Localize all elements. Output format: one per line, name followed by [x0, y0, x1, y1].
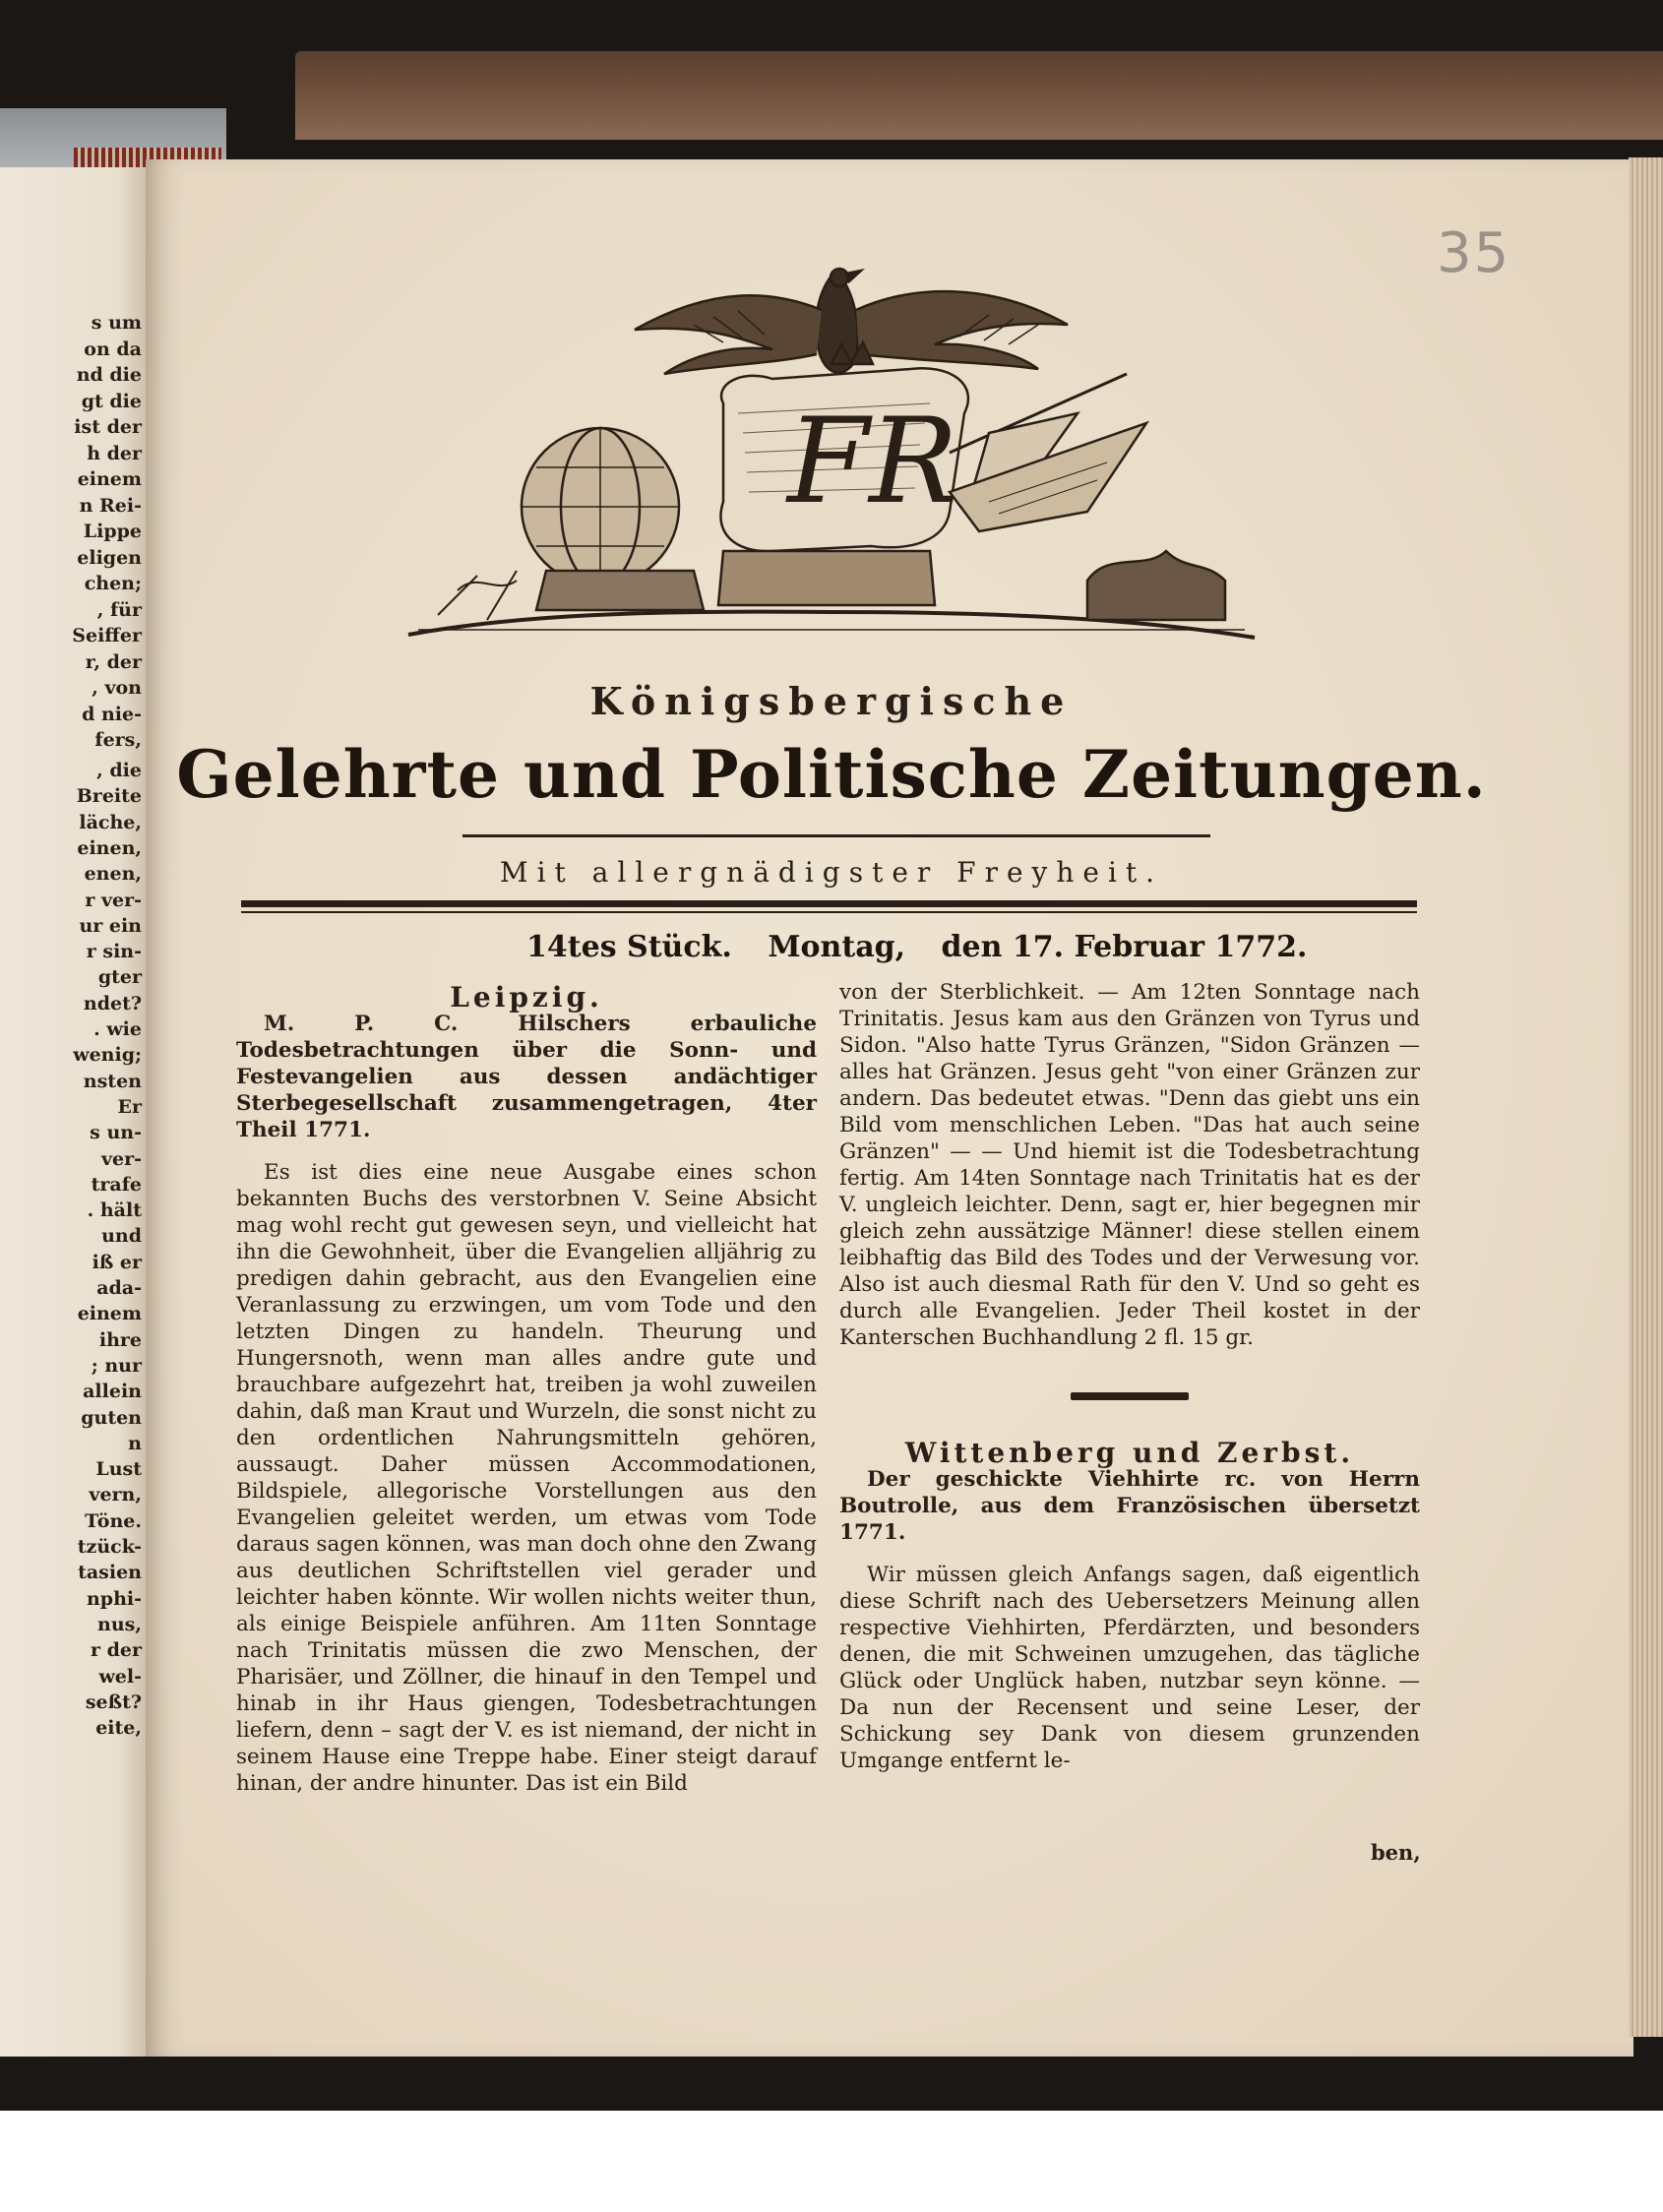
- left-page-fragment: einem: [77, 468, 142, 490]
- left-page-fragment: nsten: [83, 1070, 142, 1092]
- left-page-fragment: und: [101, 1225, 142, 1248]
- left-page-fragment: ver-: [100, 1147, 142, 1170]
- left-page-fragment: , von: [92, 677, 142, 699]
- left-page-fragment: tasien: [78, 1562, 142, 1584]
- left-page-fragment: wel-: [98, 1665, 142, 1688]
- left-page-fragment: ihre: [98, 1328, 142, 1351]
- left-page-fragment: n Rei-: [79, 494, 142, 517]
- left-page-fragment: guten: [81, 1406, 142, 1429]
- left-page-fragment: tzück-: [77, 1536, 142, 1558]
- left-column-body: Es ist dies eine neue Ausgabe eines schon bekannten Buchs des verstorbnen V. Seine Absicht mag wohl recht gut gewesen seyn, und vielleicht hat ihn die Gewohnheit, über die Evangelien alljährig zu predigen dahin gebracht, aus den Evangelien eine Veranlassung zu erzwingen, um vom Tode und den letzten Dingen zu handeln. Theurung und Hungersnoth, wenn man alles andre gute und brauchbare aufgezehrt hat, treiben ja wohl zuweilen dahin, daß man Kraut und Wurzeln, die sonst nicht zu den ordentlichen Nahrungsmitteln gehören, aussaugt. Daher müssen Accommodationen, Bildspiele, allegorische Vorstellungen aus den Evangelien geleitet werden, um etwas vom Tode daraus sagen können, was man doch ohne den Zwang aus deutlichen Schriftstellen viel gerader und leichter haben könnte. Wir wollen nichts weiter thun, als einige Beispiele anführen. Am 11ten Sonntage nach Trinitatis müssen die zwo Menschen, der Pharisäer, und Zöllner, die hinauf in den Tempel und hinab in ihr Haus giengen, Todesbetrachtungen liefern, denn – sagt der V. es ist niemand, der nicht in seinem Hause eine Treppe habe. Einer steigt darauf hinan, der andre hinunter. Das ist ein Bild: [236, 1160, 817, 1796]
- left-page-fragment: d nie-: [82, 703, 142, 725]
- handwritten-page-number: 35: [1437, 221, 1511, 285]
- left-page-fragment: ist der: [74, 416, 142, 438]
- left-page-fragment: iß er: [92, 1251, 142, 1273]
- left-page-fragment: nphi-: [86, 1587, 142, 1610]
- left-page-fragment: einen,: [77, 836, 142, 859]
- left-page-fragment: r ver-: [85, 889, 142, 911]
- left-page-fragment: einem: [77, 1303, 142, 1325]
- left-page-fragment: . wie: [93, 1018, 142, 1040]
- royal-crest-woodcut-icon: [399, 256, 1264, 649]
- masthead-rule-thick: [241, 900, 1417, 907]
- left-page-fragment: Seiffer: [72, 625, 142, 646]
- left-page-fragment: ur ein: [79, 914, 142, 937]
- left-page-fragment: seßt?: [85, 1690, 142, 1713]
- masthead-rule-thin-lower: [241, 911, 1417, 913]
- issue-date: den 17. Februar 1772.: [941, 930, 1308, 964]
- left-page-fragment: gter: [97, 966, 142, 989]
- left-page-fragment: eligen: [77, 546, 142, 569]
- right-book-title: Der geschickte Viehhirte rc. von Herrn Boutrolle, aus dem Französischen übersetzt 1771.: [839, 1467, 1420, 1545]
- issue-number: 14tes Stück.: [526, 930, 732, 964]
- left-page-fragment: Breite: [76, 785, 142, 808]
- left-page-fragment: r sin-: [86, 941, 142, 963]
- left-page-fragment: vern,: [89, 1484, 142, 1506]
- left-page-fragment: fers,: [94, 729, 142, 751]
- left-page-fragment: ; nur: [91, 1354, 142, 1377]
- left-page-fragment: . hält: [87, 1199, 142, 1222]
- right-column-body: Wir müssen gleich Anfangs sagen, daß eigentlich diese Schrift nach des Uebersetzers Meinung allen respective Viehhirten, Pferdärzten, und besonders denen, die mit Schweinen umzugehen, das tägliche Glück oder Unglück haben, nutzbar seyn könne. — Da nun der Recensent und seine Leser, der Schickung sey Dank von diesem grunzenden Umgange entfernt le-: [839, 1563, 1420, 1773]
- page-stack-edge: [1629, 157, 1663, 2037]
- left-page-fragment: Töne.: [85, 1509, 142, 1532]
- left-page-fragment: , die: [96, 760, 142, 781]
- right-column-continuation: von der Sterblichkeit. — Am 12ten Sonntage nach Trinitatis. Jesus kam aus den Gränzen von Tyrus und Sidon. "Also hatte Tyrus Gränzen, "Sidon Gränzen — alles hat Gränzen. Jesus geht "von einer Gränzen zur andern. Das bedeutet etwas. "Denn das giebt uns ein Bild vom menschlichen Leben. "Das hat auch seine Gränzen" — — Und hiemit ist die Todesbetrachtung fertig. Am 14ten Sonntage nach Trinitatis hat es der V. ungleich leichter. Denn, sagt er, hier begegnen mir gleich zehn aussätzige Männer! diese stellen einem leibhaftig das Bild des Todes und der Verwesung vor. Also ist auch diesmal Rath für den V. Und so geht es durch alle Evangelien. Jeder Theil kostet in der Kanterschen Buchhandlung 2 fl. 15 gr.: [839, 980, 1420, 1350]
- left-facing-page: [0, 167, 148, 2057]
- left-page-fragment: r der: [90, 1639, 142, 1662]
- left-page-fragment: Lippe: [83, 521, 142, 542]
- left-page-fragment: enen,: [84, 863, 142, 886]
- left-page-fragment: wenig;: [73, 1044, 142, 1067]
- left-column-heading: Leipzig.: [450, 981, 603, 1014]
- section-divider: [1071, 1392, 1189, 1400]
- left-page-fragment: s um: [91, 312, 142, 334]
- book-top-edge: [295, 51, 1663, 140]
- masthead-title-line2: Gelehrte und Politische Zeitungen.: [176, 736, 1487, 813]
- left-page-fragment: on da: [84, 338, 142, 360]
- left-page-fragment: allein: [83, 1381, 142, 1403]
- left-book-title: M. P. C. Hilschers erbauliche Todesbetrachtungen über die Sonn- und Festevangelien aus dessen andächtiger Sterbegesellschaft zusammengetragen, 4ter Theil 1771.: [236, 1012, 817, 1142]
- right-column-heading: Wittenberg und Zerbst.: [904, 1437, 1355, 1469]
- left-page-fragment: h der: [87, 442, 142, 464]
- left-page-fragment: n: [128, 1432, 142, 1454]
- left-page-fragment: r, der: [85, 650, 142, 673]
- masthead-rule-thin: [462, 834, 1210, 837]
- left-page-fragment: s un-: [90, 1122, 142, 1144]
- left-page-fragment: ndet?: [83, 992, 142, 1014]
- left-page-fragment: chen;: [84, 573, 142, 594]
- left-page-fragment: trafe: [91, 1173, 142, 1196]
- catchword: ben,: [1371, 1840, 1421, 1865]
- issue-weekday: Montag,: [768, 930, 906, 964]
- left-page-fragment: läche,: [79, 811, 142, 833]
- left-page-fragment: nus,: [97, 1613, 142, 1635]
- left-page-fragment: eite,: [95, 1717, 142, 1740]
- issue-line: [526, 930, 1663, 964]
- left-page-fragment: Lust: [95, 1458, 142, 1481]
- left-column: [236, 981, 817, 1797]
- left-page-fragment: , für: [96, 598, 142, 621]
- left-page-fragment: Er: [117, 1095, 142, 1118]
- left-page-fragment: ada-: [96, 1277, 142, 1299]
- masthead-privilege: Mit allergnädigster Freyheit.: [499, 856, 1164, 889]
- masthead-title-line1: Königsbergische: [589, 679, 1074, 723]
- right-column: [839, 979, 1420, 1774]
- svg-text:FR: FR: [787, 394, 958, 530]
- left-page-fragment: nd die: [76, 364, 142, 386]
- left-page-fragment: gt die: [81, 390, 142, 412]
